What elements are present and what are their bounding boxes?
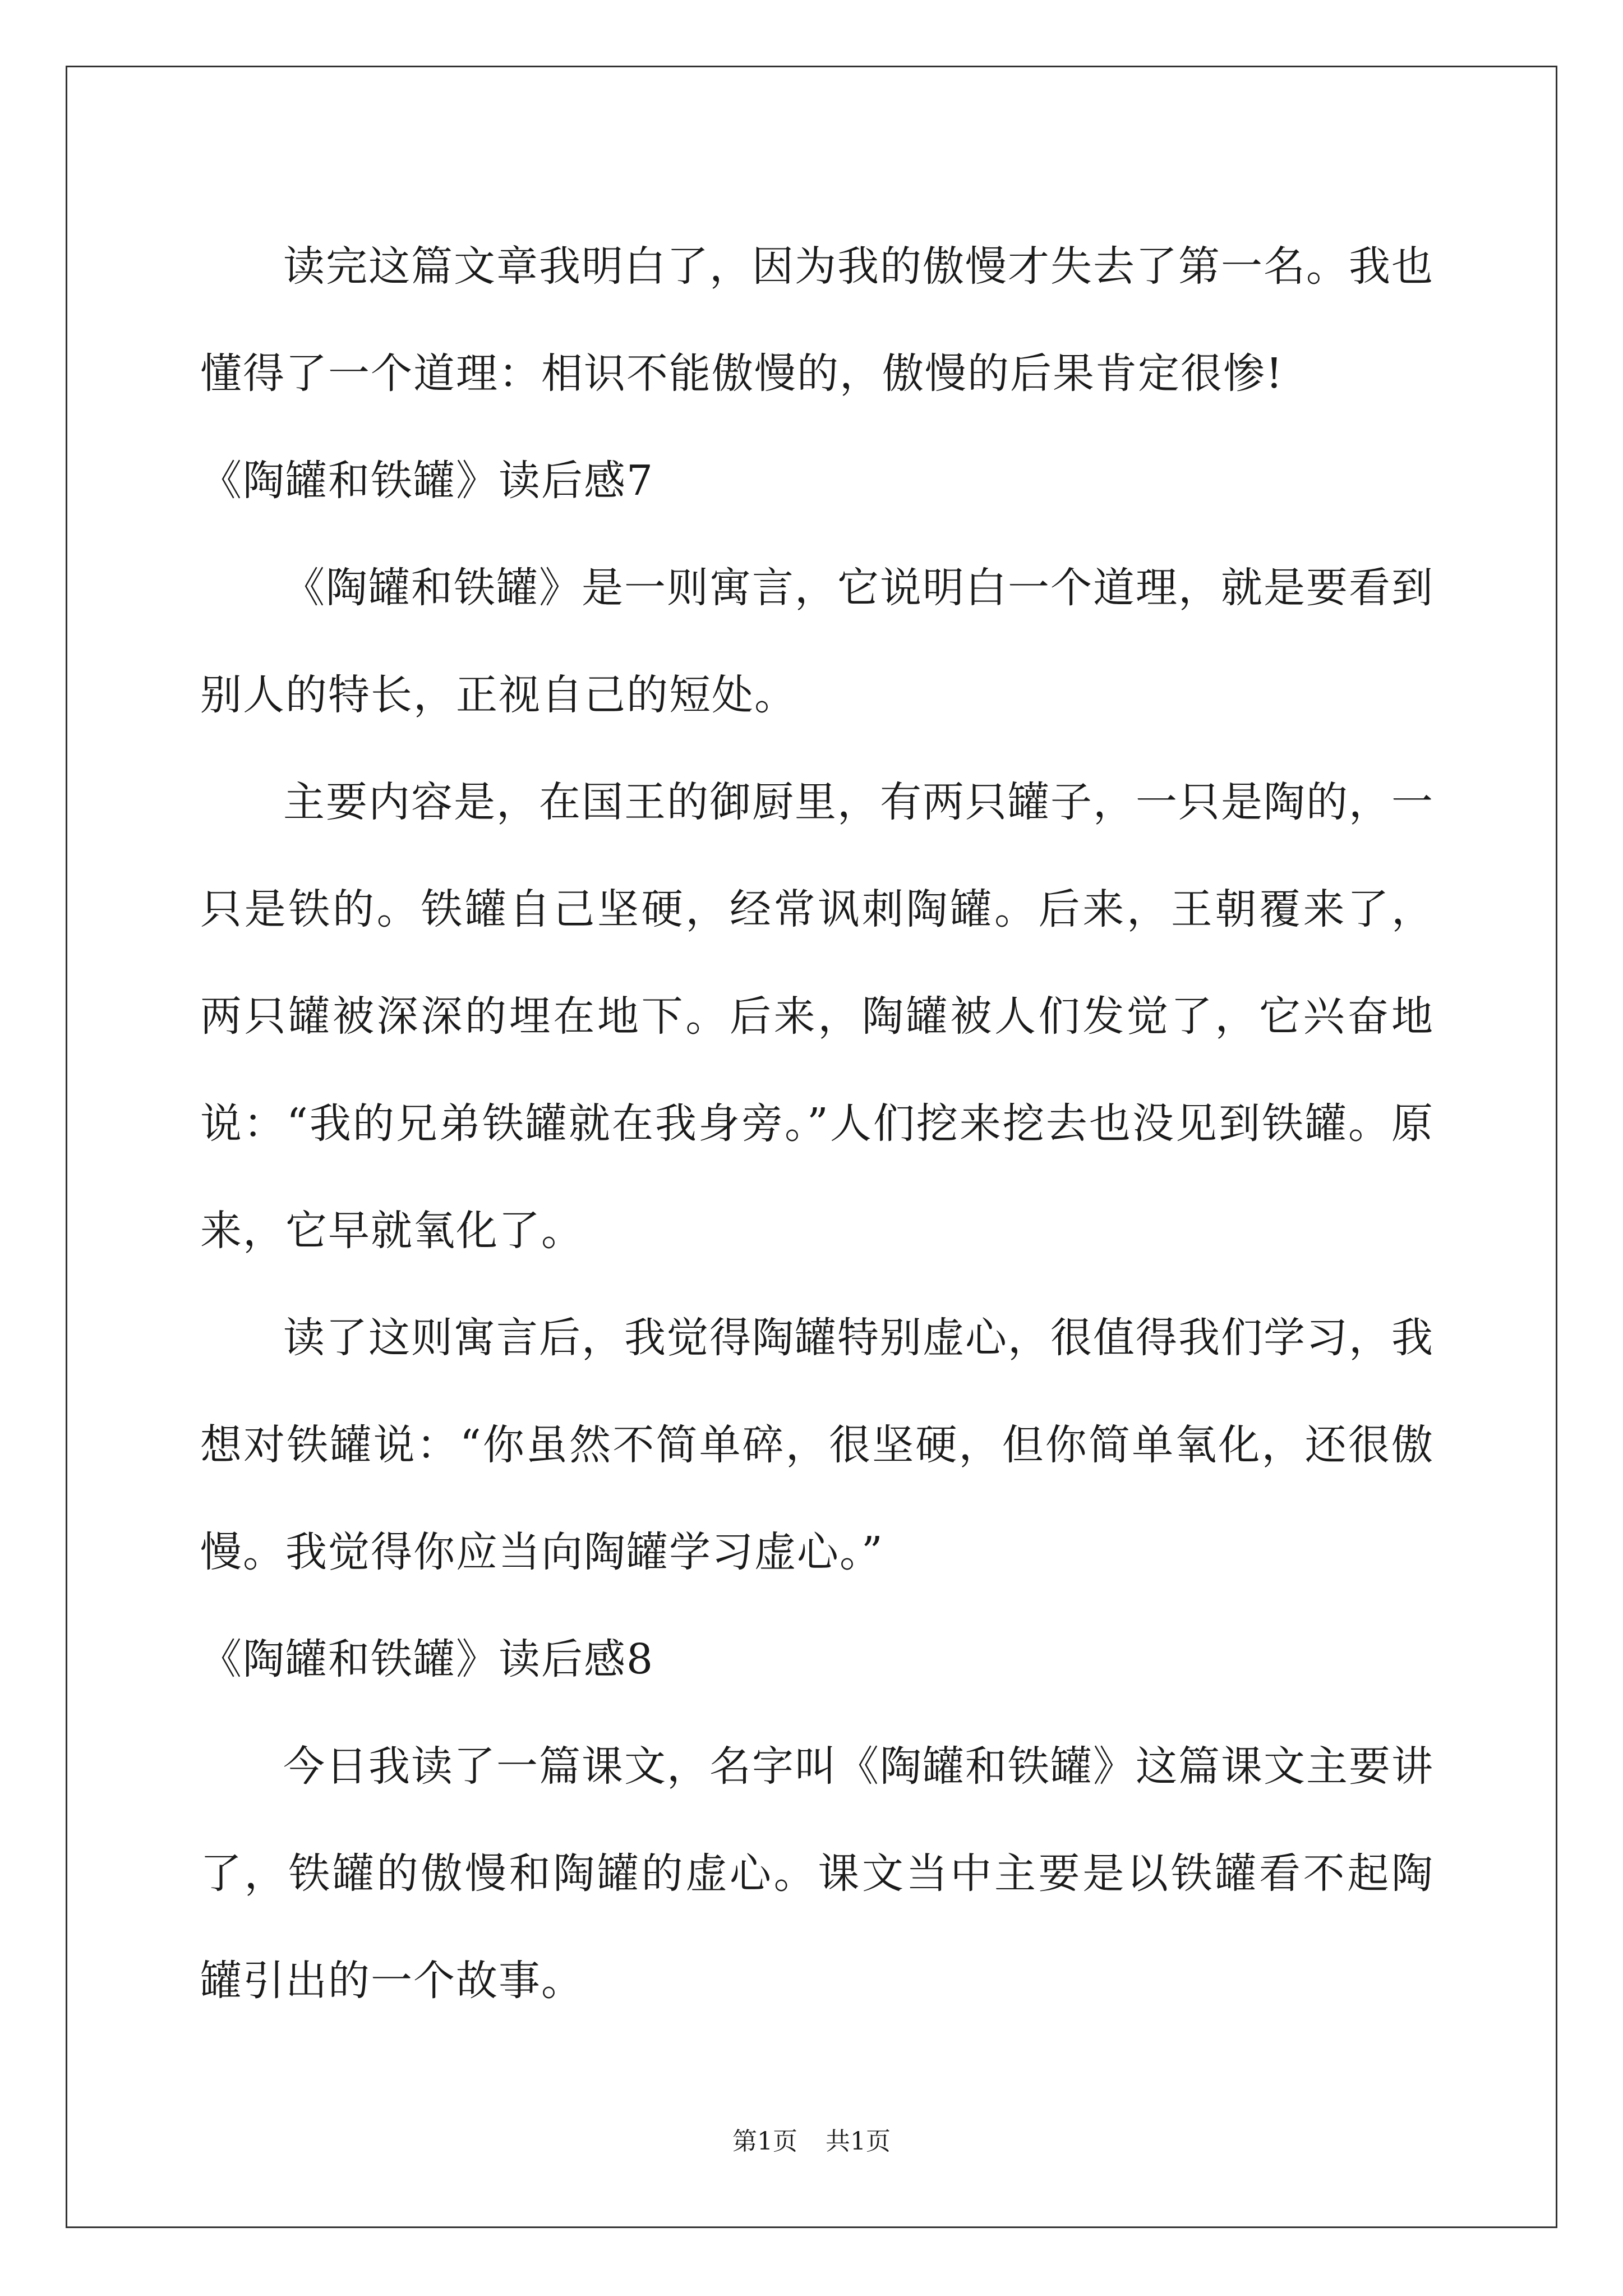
page-footer (0, 2125, 1623, 2159)
document-body (200, 213, 1434, 2035)
page-number: 第1页 (732, 2127, 797, 2156)
paragraph: 今日我读了一篇课文，名字叫《陶罐和铁罐》这篇课文主要讲了，铁罐的傲慢和陶罐的虚心。课文当中主要是以铁罐看不起陶罐引出的一个故事。 (200, 1742, 1434, 2005)
paragraph: 读了这则寓言后，我觉得陶罐特别虚心，很值得我们学习，我想对铁罐说：“你虽然不简单碎，很坚硬，但你简单氧化，还很傲慢。我觉得你应当向陶罐学习虚心。” (200, 1314, 1434, 1576)
section-heading: 《陶罐和铁罐》读后感8 (200, 1635, 654, 1683)
paragraph: 《陶罐和铁罐》是一则寓言，它说明白一个道理，就是要看到别人的特长，正视自己的短处。 (200, 564, 1434, 719)
page-total: 共1页 (826, 2127, 891, 2156)
paragraph: 读完这篇文章我明白了，因为我的傲慢才失去了第一名。我也懂得了一个道理：相识不能傲慢的，傲慢的后果肯定很惨! (200, 242, 1434, 398)
section-heading: 《陶罐和铁罐》读后感7 (200, 457, 654, 505)
paragraph: 主要内容是，在国王的御厨里，有两只罐子，一只是陶的，一只是铁的。铁罐自己坚硬，经常讽刺陶罐。后来，王朝覆来了，两只罐被深深的埋在地下。后来，陶罐被人们发觉了，它兴奋地说：“我的兄弟铁罐就在我身旁。”人们挖来挖去也没见到铁罐。原来，它早就氧化了。 (200, 778, 1434, 1255)
